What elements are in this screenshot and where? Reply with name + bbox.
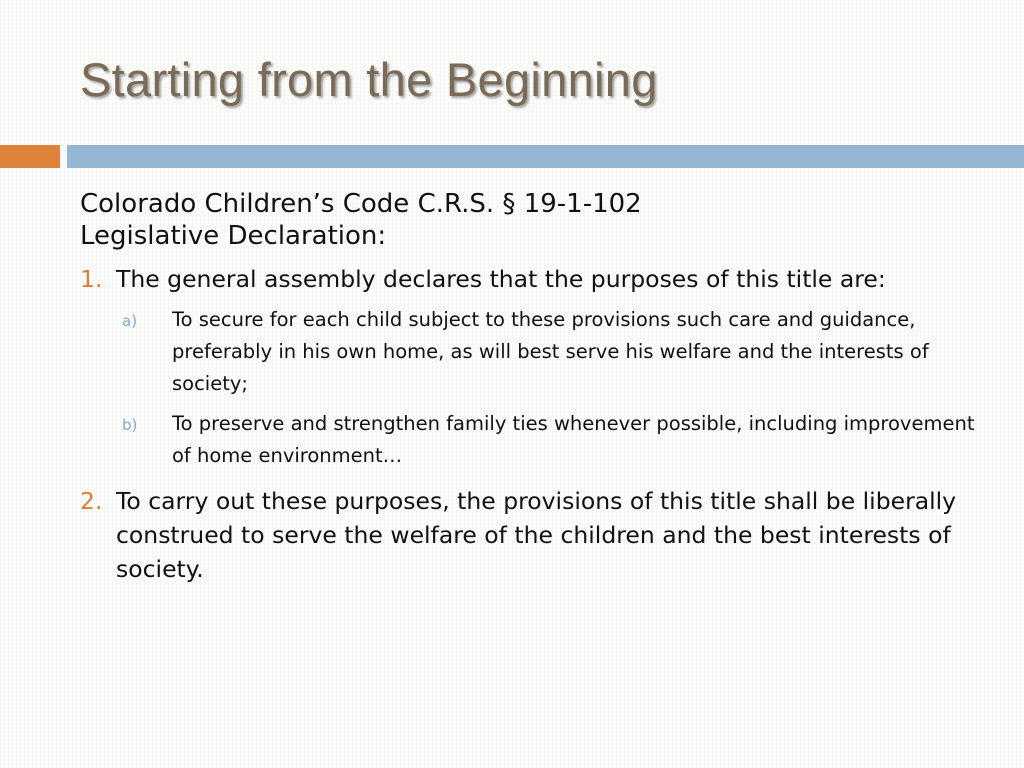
list-number: 1.	[80, 265, 103, 293]
legislative-declaration-heading: Legislative Declaration:	[80, 221, 387, 251]
sub-item-marker: b)	[122, 416, 138, 434]
list-item-text: To carry out these purposes, the provisions of this title shall be liberally construed to serve the welfare of the children and the best interests of society.	[116, 487, 957, 583]
title-rule-accent	[0, 145, 60, 168]
sub-item-b	[80, 408, 980, 472]
sub-item-marker: a)	[122, 312, 138, 330]
sub-item-text: To secure for each child subject to these provisions such care and guidance, preferably in his own home, as will best serve his welfare and the interests of society;	[172, 308, 929, 395]
sub-list	[80, 304, 980, 472]
list-number: 2.	[80, 487, 103, 515]
slide-title: Starting from the Beginning	[80, 53, 658, 106]
list-item-2	[80, 484, 980, 586]
sub-item-text: To preserve and strengthen family ties whenever possible, including improvement of home environment…	[172, 412, 975, 467]
list-item-text: The general assembly declares that the purposes of this title are:	[116, 265, 886, 293]
slide-body	[80, 188, 980, 586]
list-item-1	[80, 262, 980, 296]
sub-item-a	[80, 304, 980, 400]
statute-reference: Colorado Children’s Code C.R.S. § 19-1-102	[80, 189, 642, 219]
title-rule-bar	[67, 145, 1024, 168]
